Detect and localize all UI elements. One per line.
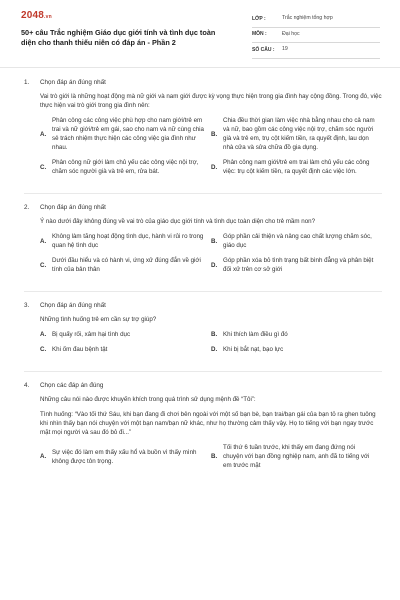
divider: [24, 193, 382, 194]
question-list: [24, 78, 382, 487]
option-c[interactable]: C. Khi ốm đau bệnh tật: [40, 346, 108, 354]
question-text: Những câu nói nào được khuyến khích trong quá trình sử dụng mệnh đề “Tôi”:: [40, 396, 256, 404]
option-a[interactable]: A. Bị quấy rối, xâm hại tình dục: [40, 331, 131, 339]
question-text: Những tình huống trẻ em cần sự trợ giúp?: [40, 316, 157, 324]
question-number: 4.: [24, 382, 30, 390]
question-number: 1.: [24, 79, 30, 86]
scenario-text: Tình huống: “Vào tối thứ Sáu, khi bạn đang đi chơi bên ngoài với một số bạn bè, bạn trai/bạn gái của bạn tỏ ra ghen tuông khi nhìn thấy bạn nói chuyện với một bạn nam/bạn nữ khác, như họ thường cảm thấy vậy. Họ to tiếng với bạn ngay trước mặt mọi người và sau đó bỏ đi...”: [40, 411, 376, 437]
option-a[interactable]: A. Không làm tăng hoạt động tình dục, hành vi rủi ro trong quan hệ tình dục: [40, 233, 204, 250]
site-logo[interactable]: 2048.vn: [21, 10, 52, 21]
meta-row-subject: MÔN : Đại học: [252, 28, 380, 44]
option-b[interactable]: B. Chia đều thời gian làm việc nhà bằng nhau cho cả nam và nữ, bao gồm các công việc nội trợ, chăm sóc người già và trẻ em, trụ cột kiếm tiền, ra quyết định, lau dọn nhà cửa và sửa chữa đồ gia dụng.: [211, 117, 375, 152]
document-title: 50+ câu Trắc nghiệm Giáo dục giới tính và tình dục toàn diện cho thanh thiếu niên có đáp án - Phần 2: [21, 28, 216, 48]
meta-row-class: LỚP : Trắc nghiệm tổng hợp: [252, 12, 380, 28]
question-1: [24, 78, 382, 183]
question-number: 2.: [24, 204, 30, 211]
meta-row-count: SỐ CÂU : 19: [252, 43, 380, 59]
option-a[interactable]: A. Phân công các công việc phù hợp cho nam giới/trẻ em trai và nữ giới/trẻ em gái, sao cho nam và nữ cùng chia sẻ trách nhiệm thực hiện các công việc gia đình như nhau.: [40, 117, 204, 152]
question-number: 3.: [24, 302, 30, 310]
question-4: [24, 381, 382, 477]
option-b[interactable]: B. Tối thứ 6 tuần trước, khi thấy em đang đứng nói chuyện với bạn đồng nghiệp nam, anh đã to tiếng với em trước mặt: [211, 444, 370, 470]
question-text: Ý nào dưới đây không đúng về vai trò của giáo dục giới tính và tình dục toàn diện cho trẻ mầm non?: [40, 218, 316, 226]
divider: [24, 371, 382, 372]
option-b[interactable]: B. Góp phần cải thiện và nâng cao chất lượng chăm sóc, giáo dục: [211, 233, 372, 250]
option-c[interactable]: C. Dưới đầu hiểu và có hành vi, ứng xử đúng đắn về giới tính của bản thân: [40, 257, 201, 274]
question-text: Vai trò giới là những hoạt động mà nữ giới và nam giới được kỳ vọng thực hiện trong gia đình hay cộng đồng. Trong đó, việc thực hiện vai trò giới trong gia đình nên:: [40, 93, 382, 110]
option-d[interactable]: D. Góp phần xóa bỏ tình trạng bất bình đẳng và phân biệt đối xử trên cơ sở giới: [211, 257, 374, 274]
question-prompt: Chọn đáp án đúng nhất: [40, 204, 106, 211]
option-d[interactable]: D. Khi bị bắt nạt, bạo lực: [211, 346, 284, 354]
question-prompt: Chọn các đáp án đúng: [40, 382, 104, 390]
meta-info: [252, 12, 380, 59]
option-a[interactable]: A. Sự việc đó làm em thấy xấu hổ và buồn vì thấy mình không được tôn trọng.: [40, 448, 197, 465]
option-b[interactable]: B. Khi thích làm điều gì đó: [211, 331, 288, 339]
question-2: [24, 203, 382, 281]
divider: [24, 291, 382, 292]
page-header: [0, 0, 400, 68]
option-d[interactable]: D. Phân công nam giới/trẻ em trai làm chủ yếu các công việc: trụ cột kiếm tiền, ra quyết định các việc lớn.: [211, 159, 370, 176]
question-prompt: Chọn đáp án đúng nhất: [40, 302, 106, 310]
option-c[interactable]: C. Phân công nữ giới làm chủ yếu các công việc nội trợ, chăm sóc người già và trẻ em, rửa bát.: [40, 159, 199, 176]
question-3: [24, 301, 382, 361]
question-prompt: Chọn đáp án đúng nhất: [40, 79, 106, 86]
